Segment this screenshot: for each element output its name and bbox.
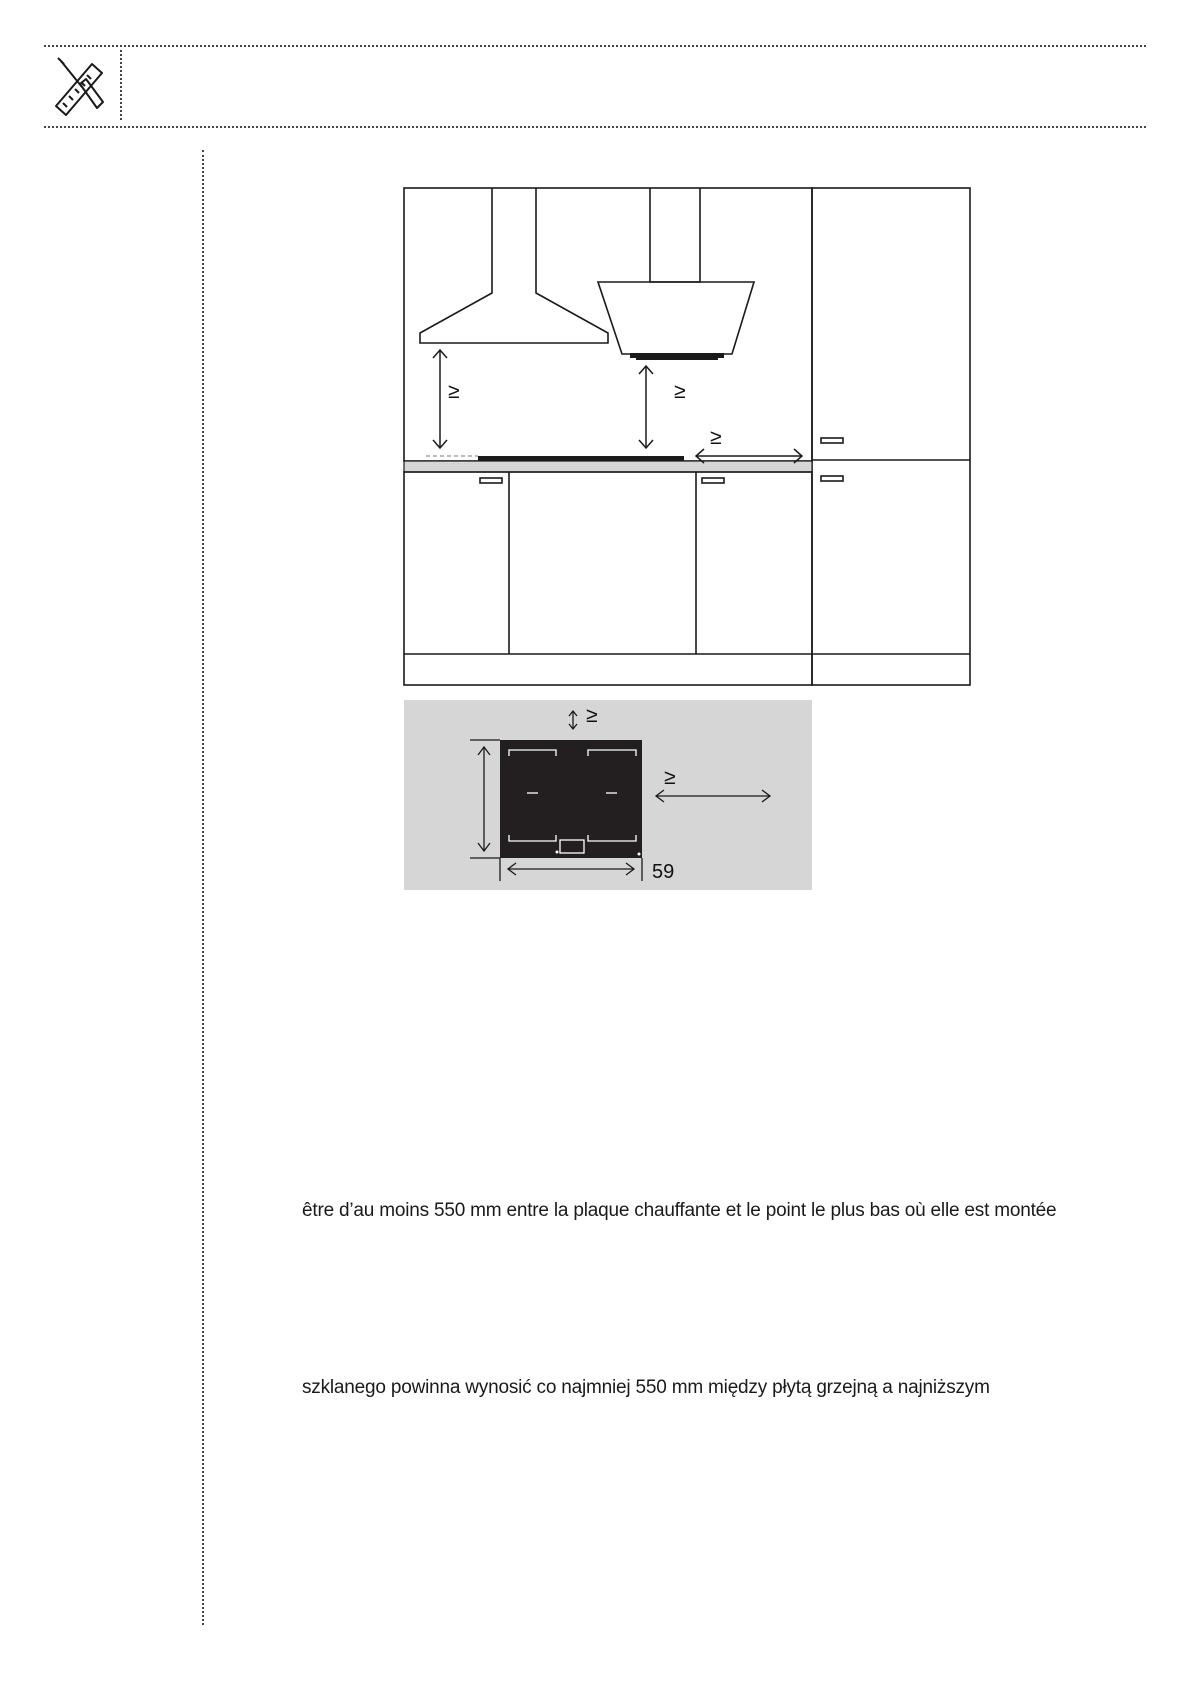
ge-label-top-clearance: ≥ bbox=[586, 704, 598, 727]
tall-cabinet bbox=[812, 188, 970, 685]
header-icon-divider bbox=[120, 50, 122, 120]
chimney-hood-left bbox=[420, 188, 608, 343]
cooktop-side-view bbox=[478, 456, 684, 461]
wall-outline bbox=[404, 188, 812, 461]
ge-label-side-clearance: ≥ bbox=[710, 426, 722, 449]
lower-cabinet-handle-1 bbox=[480, 478, 502, 483]
ge-label-cooktop-side: ≥ bbox=[664, 766, 676, 789]
ge-label-left-hood: ≥ bbox=[448, 380, 460, 403]
header-top-rule bbox=[44, 45, 1146, 47]
polish-text-line: szklanego powinna wynosić co najmniej 550 mm między płytą grzejną a najniższym bbox=[302, 1377, 990, 1398]
tall-cabinet-handle-upper bbox=[821, 438, 843, 443]
header-bottom-rule bbox=[44, 126, 1146, 128]
countertop bbox=[404, 461, 812, 472]
tools-ruler-screwdriver-icon bbox=[52, 56, 108, 116]
tall-cabinet-handle-lower bbox=[821, 476, 843, 481]
lower-cabinets bbox=[404, 472, 812, 685]
installation-figure bbox=[398, 180, 998, 900]
ge-label-right-hood: ≥ bbox=[674, 380, 686, 403]
chimney-hood-right bbox=[598, 282, 754, 354]
cooktop-width-label: 59 bbox=[652, 861, 675, 883]
chimney-hood-right-duct bbox=[650, 188, 700, 282]
lower-cabinet-handle-2 bbox=[702, 478, 724, 483]
kitchen-diagram bbox=[398, 180, 998, 900]
french-text-line: être d’au moins 550 mm entre la plaque chauffante et le point le plus bas où elle est montée bbox=[302, 1200, 1057, 1221]
margin-rule bbox=[202, 150, 204, 1625]
